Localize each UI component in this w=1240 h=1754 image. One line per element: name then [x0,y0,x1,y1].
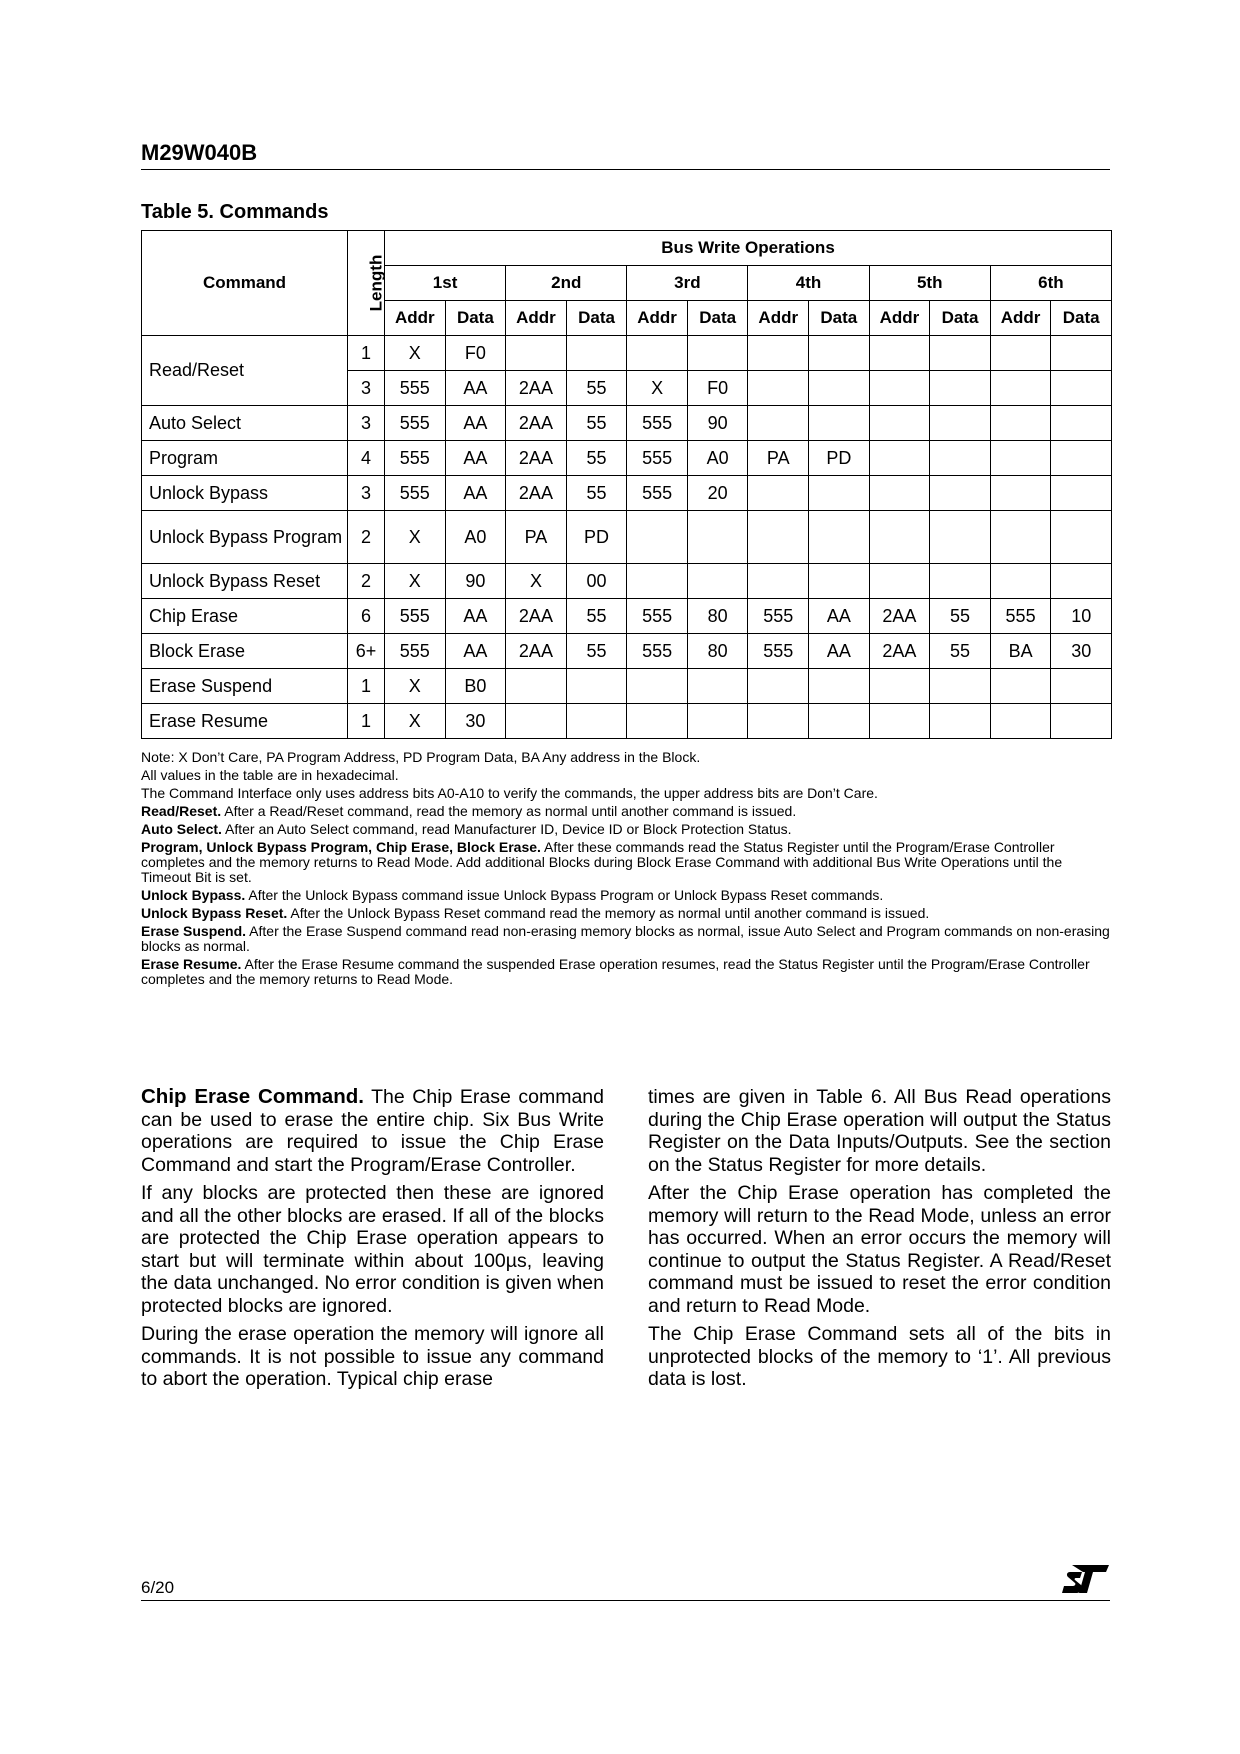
data-cell: 55 [930,599,991,634]
addr-cell [869,511,930,564]
addr-cell [869,441,930,476]
table-row [142,704,1112,739]
addr-cell [627,704,688,739]
data-cell [809,511,870,564]
data-cell: 20 [687,476,748,511]
data-cell [930,371,991,406]
document-title: M29W040B [141,140,258,165]
addr-cell: X [385,336,446,371]
table-row [142,669,1112,704]
data-cell [809,336,870,371]
addr-cell: 555 [385,441,446,476]
addr-cell [869,476,930,511]
body-column-left [141,1086,604,1397]
data-cell [566,704,627,739]
command-header: Command [142,231,348,336]
command-cell: Unlock Bypass [142,476,348,511]
addr-cell: PA [748,441,809,476]
section-heading: Chip Erase Command. [141,1085,364,1108]
paragraph [141,1086,604,1176]
data-cell: 30 [445,704,506,739]
note-text: After the Unlock Bypass Reset command read the memory as normal until another command is issued. [287,905,930,921]
data-cell: F0 [687,371,748,406]
data-cell [687,669,748,704]
addr-cell: X [385,511,446,564]
data-cell [687,564,748,599]
note-item [141,888,1111,903]
paragraph: If any blocks are protected then these are ignored and all the other blocks are erased. If all of the blocks are protected the Chip Erase operation appears to start but will terminate within about 100µs, leaving the data unchanged. No error condition is given when protected blocks are ignored. [141,1182,604,1317]
length-cell: 6 [348,599,385,634]
note-term: Auto Select. [141,821,222,837]
addr-cell: 2AA [869,599,930,634]
command-cell: Unlock Bypass Reset [142,564,348,599]
note-term: Unlock Bypass. [141,887,246,903]
addr-cell: 2AA [506,476,567,511]
bus-write-header: Bus Write Operations [385,231,1112,266]
command-cell: Unlock Bypass Program [142,511,348,564]
addr-cell [627,336,688,371]
data-cell [809,704,870,739]
data-cell [1051,336,1112,371]
addr-cell [869,336,930,371]
commands-table [141,230,1112,739]
addr-cell: 2AA [506,599,567,634]
data-cell [1051,441,1112,476]
addr-cell [627,511,688,564]
data-cell [1051,511,1112,564]
addr-cell: X [506,564,567,599]
data-cell: 55 [930,634,991,669]
addr-cell: 2AA [506,371,567,406]
data-cell: AA [445,406,506,441]
data-cell: 10 [1051,599,1112,634]
data-cell: 30 [1051,634,1112,669]
data-cell [930,511,991,564]
paragraph: The Chip Erase Command sets all of the bits in unprotected blocks of the memory to ‘1’. All previous data is lost. [648,1323,1111,1390]
addr-cell: X [627,371,688,406]
addr-cell [748,564,809,599]
length-cell: 2 [348,564,385,599]
data-cell [687,704,748,739]
cycle-header: 1st [385,266,506,301]
addr-cell [748,476,809,511]
command-cell: Program [142,441,348,476]
addr-cell [748,371,809,406]
addr-cell [506,704,567,739]
addr-header: Addr [627,301,688,336]
data-cell: AA [445,441,506,476]
addr-cell: BA [990,634,1051,669]
table-row [142,406,1112,441]
data-header: Data [809,301,870,336]
cycle-header: 2nd [506,266,627,301]
addr-cell: 555 [748,634,809,669]
table-row [142,336,1112,371]
addr-cell: 2AA [869,634,930,669]
command-cell: Erase Resume [142,704,348,739]
note-item [141,804,1111,819]
data-cell: 90 [445,564,506,599]
addr-cell [627,564,688,599]
addr-cell [869,406,930,441]
addr-cell [990,336,1051,371]
table-row [142,441,1112,476]
data-cell: 00 [566,564,627,599]
cycle-header: 3rd [627,266,748,301]
data-cell: AA [809,599,870,634]
st-logo [1062,1563,1110,1595]
data-cell [1051,564,1112,599]
data-cell [809,564,870,599]
note-term: Unlock Bypass Reset. [141,905,288,921]
addr-cell [990,669,1051,704]
data-cell: AA [445,599,506,634]
data-cell: 80 [687,634,748,669]
note-term: Erase Resume. [141,956,242,972]
data-cell: 55 [566,371,627,406]
addr-cell [869,564,930,599]
data-cell [1051,406,1112,441]
addr-cell: 555 [385,634,446,669]
data-cell [1051,371,1112,406]
data-cell: 55 [566,599,627,634]
command-cell: Read/Reset [142,336,348,406]
data-cell [809,371,870,406]
cycle-header: 6th [990,266,1111,301]
note-text: After a Read/Reset command, read the memory as normal until another command is issued. [221,803,797,819]
length-cell: 1 [348,669,385,704]
data-cell [1051,669,1112,704]
header-divider [141,169,1110,170]
addr-cell: PA [506,511,567,564]
length-cell: 6+ [348,634,385,669]
note-item [141,957,1111,987]
addr-header: Addr [748,301,809,336]
length-cell: 3 [348,371,385,406]
note-item [141,924,1111,954]
length-cell: 3 [348,406,385,441]
table-row [142,599,1112,634]
data-header: Data [445,301,506,336]
data-cell: PD [566,511,627,564]
addr-header: Addr [506,301,567,336]
command-cell: Auto Select [142,406,348,441]
data-header: Data [1051,301,1112,336]
addr-cell [990,476,1051,511]
note-command-interface: The Command Interface only uses address bits A0-A10 to verify the commands, the upper address bits are Don’t Care. [141,785,878,801]
addr-cell [990,406,1051,441]
data-cell: 90 [687,406,748,441]
addr-cell [869,371,930,406]
cycle-header: 4th [748,266,869,301]
note-text: After these commands read the Status Register until the Program/Erase Controller completes and the memory returns to Read Mode. Add additional Blocks during Block Erase Command with additional Bus Write Operations until the Timeout Bit is set. [141,839,1063,885]
addr-cell [748,406,809,441]
addr-cell [990,441,1051,476]
addr-cell: X [385,669,446,704]
footer-divider [141,1600,1110,1601]
commands-table-body [142,336,1112,739]
data-cell: 55 [566,634,627,669]
data-cell [930,564,991,599]
header-row-1 [142,231,1112,266]
addr-cell [990,371,1051,406]
length-cell: 1 [348,704,385,739]
addr-header: Addr [869,301,930,336]
note-text: After an Auto Select command, read Manufacturer ID, Device ID or Block Protection Status. [221,821,792,837]
data-cell: 55 [566,476,627,511]
addr-cell: 555 [385,371,446,406]
length-label: Length [366,254,386,312]
data-cell [809,406,870,441]
data-cell [930,406,991,441]
note-legend: Note: X Don’t Care, PA Program Address, PD Program Data, BA Any address in the Block. [141,749,701,765]
data-cell [930,441,991,476]
note-item [141,840,1111,885]
addr-cell: 555 [627,476,688,511]
note-text: After the Erase Resume command the suspended Erase operation resumes, read the Status Register until the Program/Erase Controller completes and the memory returns to Read Mode. [141,956,1090,987]
addr-header: Addr [990,301,1051,336]
addr-cell [627,669,688,704]
note-text: After the Erase Suspend command read non-erasing memory blocks as normal, issue Auto Select and Program commands on non-erasing blocks as normal. [141,923,1110,954]
data-cell [687,511,748,564]
data-cell: F0 [445,336,506,371]
note-hex: All values in the table are in hexadecimal. [141,767,399,783]
addr-cell: 555 [385,476,446,511]
data-cell [930,336,991,371]
addr-cell: 555 [627,441,688,476]
paragraph-text: The Chip Erase command can be used to erase the entire chip. Six Bus Write operations are required to issue the Chip Erase Command and start the Program/Erase Controller. [141,1086,604,1176]
data-cell [809,669,870,704]
table-row [142,476,1112,511]
addr-cell: 555 [627,599,688,634]
length-header [348,231,385,336]
data-cell: 80 [687,599,748,634]
addr-cell [748,669,809,704]
data-cell: AA [809,634,870,669]
note-text: After the Unlock Bypass command issue Unlock Bypass Program or Unlock Bypass Reset commands. [245,887,884,903]
addr-cell [748,704,809,739]
data-cell: 55 [566,406,627,441]
body-column-right [648,1086,1111,1397]
length-cell: 2 [348,511,385,564]
addr-cell: 555 [990,599,1051,634]
data-header: Data [687,301,748,336]
data-cell [930,476,991,511]
paragraph: After the Chip Erase operation has completed the memory will return to the Read Mode, unless an error has occurred. When an error occurs the memory will continue to output the Status Register. A Read/Reset command must be issued to reset the error condition and return to Read Mode. [648,1182,1111,1317]
data-cell [809,476,870,511]
addr-cell: 2AA [506,441,567,476]
addr-cell [506,336,567,371]
paragraph: During the erase operation the memory will ignore all commands. It is not possible to issue any command to abort the operation. Typical chip erase [141,1323,604,1390]
data-cell: A0 [445,511,506,564]
addr-cell [748,336,809,371]
addr-cell: X [385,564,446,599]
data-cell [1051,704,1112,739]
note-term: Erase Suspend. [141,923,247,939]
addr-cell: 2AA [506,634,567,669]
table-caption: Table 5. Commands [141,201,329,223]
data-cell: AA [445,476,506,511]
addr-cell [869,669,930,704]
addr-cell: 555 [385,406,446,441]
command-cell: Block Erase [142,634,348,669]
addr-cell: X [385,704,446,739]
data-cell [930,669,991,704]
addr-header: Addr [385,301,446,336]
note-item [141,906,1111,921]
data-cell [930,704,991,739]
addr-cell: 555 [627,406,688,441]
paragraph: times are given in Table 6. All Bus Read operations during the Chip Erase operation will output the Status Register on the Data Inputs/Outputs. See the section on the Status Register for more details. [648,1086,1111,1176]
addr-cell: 555 [385,599,446,634]
data-cell [1051,476,1112,511]
data-cell: 55 [566,441,627,476]
note-item [141,822,1111,837]
table-notes [141,750,1111,990]
addr-cell [748,511,809,564]
addr-cell [869,704,930,739]
data-header: Data [566,301,627,336]
data-cell [566,669,627,704]
note-term: Read/Reset. [141,803,222,819]
data-cell: PD [809,441,870,476]
addr-cell [990,704,1051,739]
command-cell: Erase Suspend [142,669,348,704]
command-cell: Chip Erase [142,599,348,634]
cycle-header: 5th [869,266,990,301]
note-term: Program, Unlock Bypass Program, Chip Erase, Block Erase. [141,839,541,855]
length-cell: 3 [348,476,385,511]
data-cell: AA [445,371,506,406]
length-cell: 1 [348,336,385,371]
data-cell: B0 [445,669,506,704]
table-row [142,511,1112,564]
page-number: 6/20 [141,1578,175,1597]
addr-cell [990,511,1051,564]
addr-cell: 555 [627,634,688,669]
table-row [142,634,1112,669]
addr-cell: 555 [748,599,809,634]
length-cell: 4 [348,441,385,476]
note-items [141,804,1111,987]
data-header: Data [930,301,991,336]
data-cell [687,336,748,371]
data-cell [566,336,627,371]
data-cell: A0 [687,441,748,476]
data-cell: AA [445,634,506,669]
addr-cell [506,669,567,704]
addr-cell: 2AA [506,406,567,441]
addr-cell [990,564,1051,599]
table-row [142,564,1112,599]
